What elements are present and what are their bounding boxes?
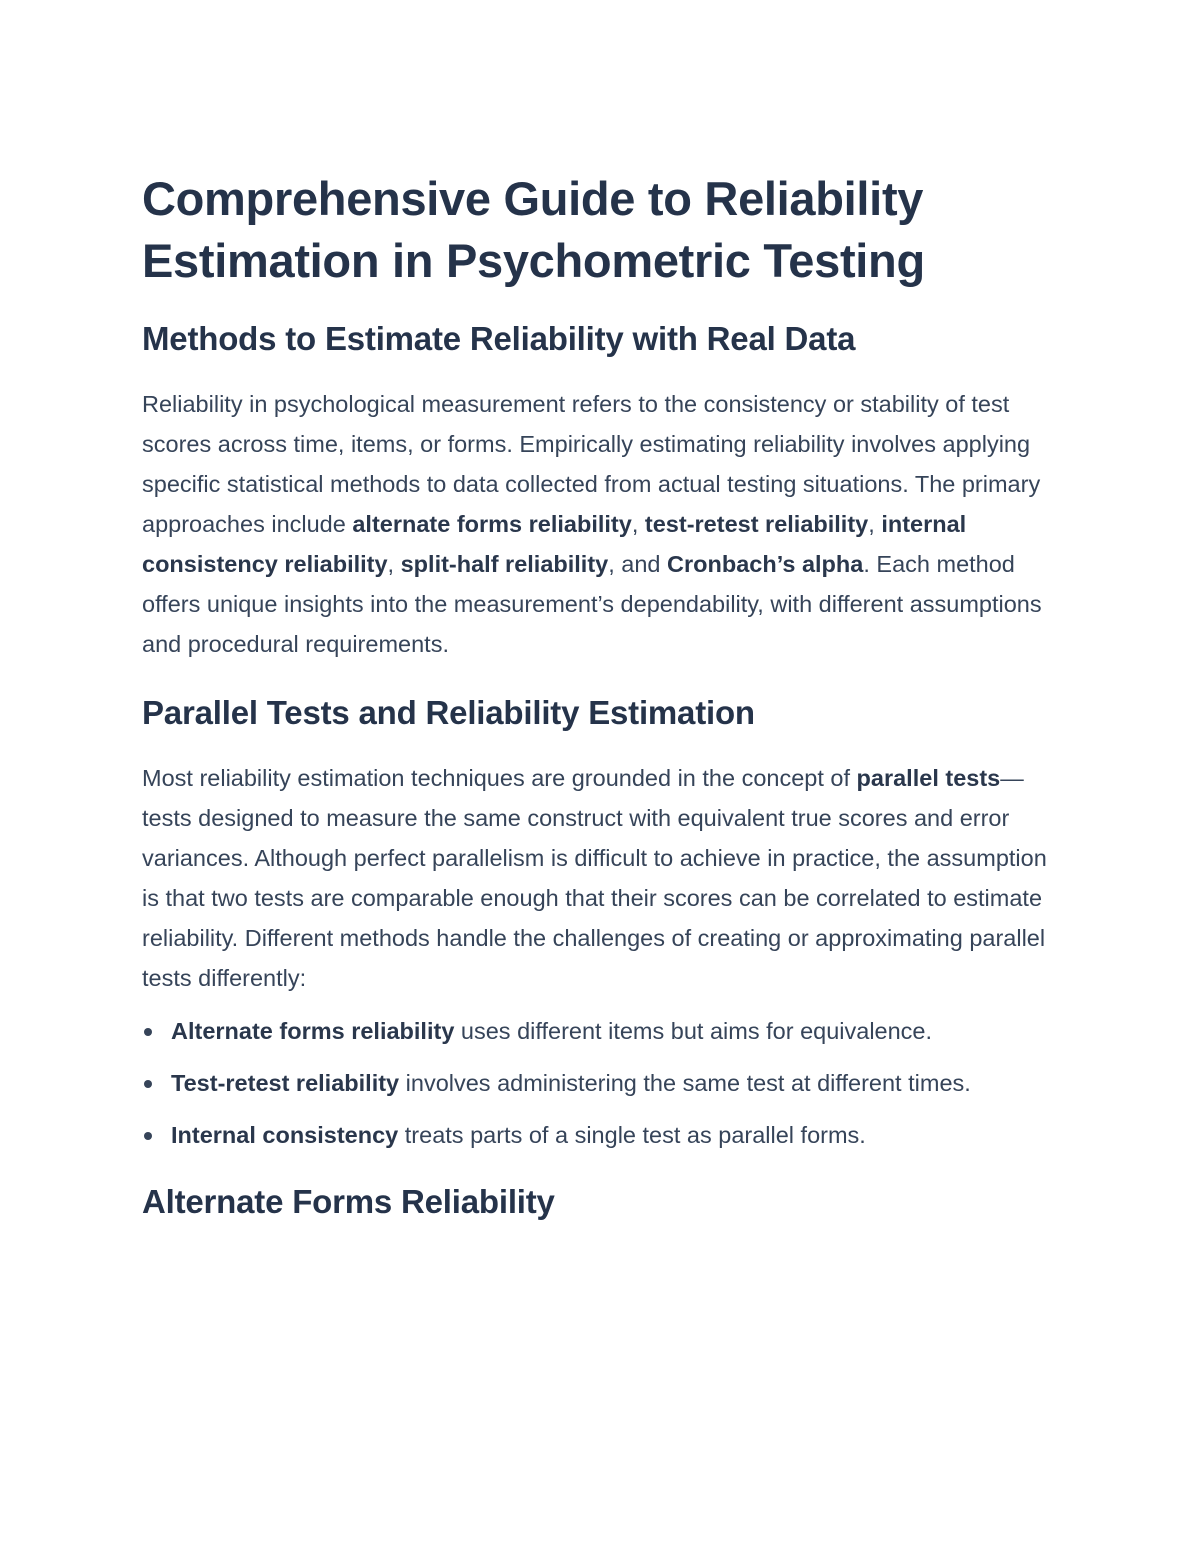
bullet-icon xyxy=(144,1132,152,1140)
document-title: Comprehensive Guide to Reliability Estimation in Psychometric Testing xyxy=(142,172,925,287)
section-heading-parallel-tests: Parallel Tests and Reliability Estimation xyxy=(142,694,755,731)
methods-paragraph xyxy=(142,384,1052,664)
separator: , xyxy=(868,511,882,537)
list-item-term: Alternate forms reliability xyxy=(171,1018,455,1044)
separator: , and xyxy=(608,551,668,577)
document-page xyxy=(142,168,1052,1223)
paragraph-text: Most reliability estimation techniques are grounded in the concept of xyxy=(142,765,857,791)
paragraph-text: . Each method offers unique insights into the measurement’s dependability, with different assumptions and procedural requirements. xyxy=(142,551,1042,657)
methods-bullet-list xyxy=(142,1011,1052,1155)
list-item-text: treats parts of a single test as parallel forms. xyxy=(398,1122,866,1148)
section-heading-alternate-forms: Alternate Forms Reliability xyxy=(142,1183,555,1220)
paragraph-text: Reliability in psychological measurement refers to the consistency or stability of test scores across time, items, or forms. Empirically estimating reliability involves applying specific statistical methods to data collected from actual testing situations. The primary approaches include xyxy=(142,391,1041,537)
term-parallel-tests: parallel tests xyxy=(856,765,1001,791)
term-internal-consistency: internal consistency reliability xyxy=(142,511,967,577)
term-test-retest: test-retest reliability xyxy=(644,511,869,537)
list-item xyxy=(142,1115,1052,1155)
list-item-text: involves administering the same test at different times. xyxy=(399,1070,971,1096)
section-heading-methods: Methods to Estimate Reliability with Real Data xyxy=(142,320,856,357)
list-item xyxy=(142,1011,1052,1051)
list-item xyxy=(142,1063,1052,1103)
separator: , xyxy=(387,551,401,577)
bullet-icon xyxy=(144,1028,152,1036)
term-alternate-forms: alternate forms reliability xyxy=(352,511,632,537)
term-cronbachs-alpha: Cronbach’s alpha xyxy=(667,551,864,577)
paragraph-text: —tests designed to measure the same construct with equivalent true scores and error variances. Although perfect parallelism is difficult to achieve in practice, the assumption is that two tests are comparable enough that their scores can be correlated to estimate reliability. Different methods handle the challenges of creating or approximating parallel tests differently: xyxy=(142,765,1047,991)
list-item-term: Internal consistency xyxy=(171,1122,399,1148)
list-item-text: uses different items but aims for equivalence. xyxy=(454,1018,933,1044)
term-split-half: split-half reliability xyxy=(400,551,609,577)
bullet-icon xyxy=(144,1080,152,1088)
separator: , xyxy=(631,511,645,537)
list-item-term: Test-retest reliability xyxy=(171,1070,400,1096)
parallel-tests-paragraph xyxy=(142,758,1052,998)
